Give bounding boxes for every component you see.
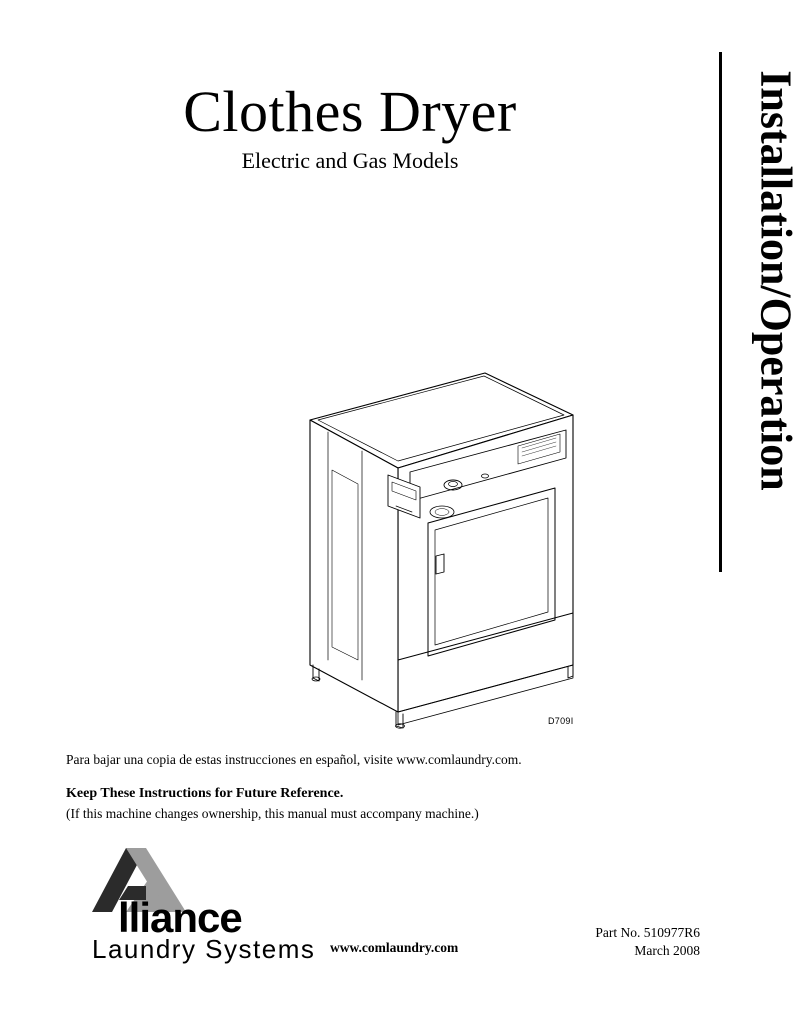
side-title-text: Installation/Operation — [751, 70, 801, 491]
alliance-logo — [62, 840, 362, 970]
page-title: Clothes Dryer — [183, 79, 517, 144]
footer-date: March 2008 — [634, 943, 700, 958]
logo-wordmark-secondary: Laundry Systems — [92, 934, 316, 964]
spanish-instructions-note: Para bajar una copia de estas instrucciones en español, visite www.comlaundry.com. — [66, 752, 522, 767]
dryer-illustration — [270, 360, 590, 735]
footer-website: www.comlaundry.com — [330, 940, 459, 955]
side-rule-divider — [719, 52, 722, 572]
page-subtitle: Electric and Gas Models — [241, 148, 459, 173]
ownership-note: (If this machine changes ownership, this manual must accompany machine.) — [66, 806, 479, 821]
logo-wordmark-primary: lliance — [118, 894, 242, 941]
keep-instructions-heading: Keep These Instructions for Future Reference. — [66, 786, 344, 801]
side-title-block — [701, 0, 801, 640]
footer-part-number: Part No. 510977R6 — [595, 925, 700, 940]
figure-code-label: D709I — [548, 716, 574, 726]
